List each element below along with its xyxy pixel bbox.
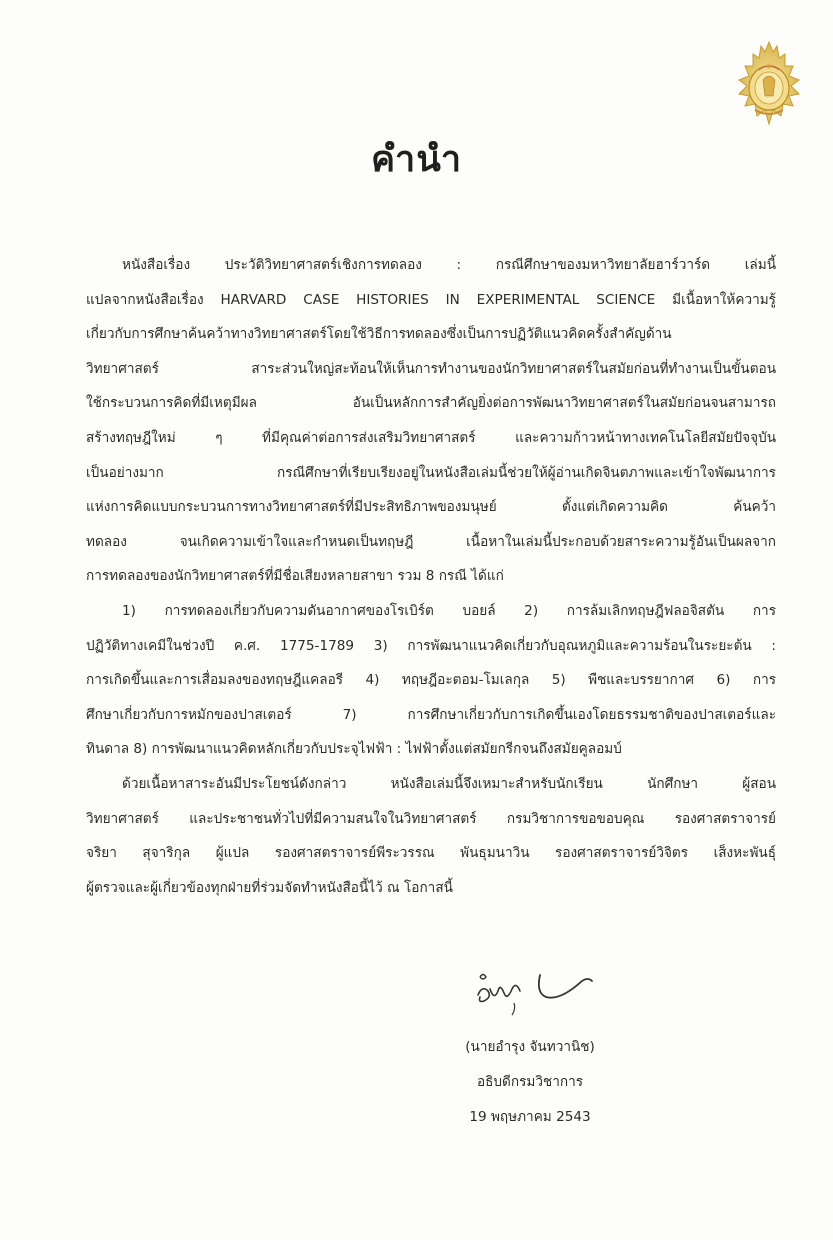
- text-line: เป็นอย่างมาก กรณีศึกษาที่เรียบเรียงอยู่ในหนังสือเล่มนี้ช่วยให้ผู้อ่านเกิดจินตภาพและเข้าใจพัฒนาการ: [86, 464, 776, 481]
- signature-date: 19 พฤษภาคม 2543: [469, 1109, 591, 1125]
- text-line: วิทยาศาสตร์ และประชาชนทั่วไปที่มีความสนใจในวิทยาศาสตร์ กรมวิชาการขอขอบคุณ รองศาสตราจารย์: [86, 810, 776, 827]
- text-line: การเกิดขึ้นและการเสื่อมลงของทฤษฎีแคลอรี 4) ทฤษฎีอะตอม-โมเลกุล 5) พืชและบรรยากาศ 6) การ: [86, 672, 776, 689]
- text-line: วิทยาศาสตร์ สาระส่วนใหญ่สะท้อนให้เห็นการทำงานของนักวิทยาศาสตร์ในสมัยก่อนที่ทำงานเป็นขั้นตอน: [86, 360, 776, 377]
- text-line: สร้างทฤษฎีใหม่ ๆ ที่มีคุณค่าต่อการส่งเสริมวิทยาศาสตร์ และความก้าวหน้าทางเทคโนโลยีสมัยปัจจุบัน: [86, 429, 776, 446]
- text-line: เกี่ยวกับการศึกษาค้นคว้าทางวิทยาศาสตร์โดยใช้วิธีการทดลองซึ่งเป็นการปฏิวัติแนวคิดครั้งสำคัญด้าน: [86, 326, 672, 343]
- text-line: แปลจากหนังสือเรื่อง HARVARD CASE HISTORIES IN EXPERIMENTAL SCIENCE มีเนื้อหาให้ความรู้: [86, 291, 776, 308]
- text-line: ผู้ตรวจและผู้เกี่ยวข้องทุกฝ่ายที่ร่วมจัดทำหนังสือนี้ไว้ ณ โอกาสนี้: [86, 879, 453, 896]
- signatory-position: อธิบดีกรมวิชาการ: [476, 1074, 584, 1090]
- preface-body: [86, 248, 776, 905]
- text-line: ศึกษาเกี่ยวกับการหมักของปาสเตอร์ 7) การศึกษาเกี่ยวกับการเกิดขึ้นเองโดยธรรมชาติของปาสเตอร์และ: [86, 706, 776, 723]
- text-line: ทินดาล 8) การพัฒนาแนวคิดหลักเกี่ยวกับประจุไฟฟ้า : ไฟฟ้าตั้งแต่สมัยกรีกจนถึงสมัยคูลอมบ์: [86, 741, 622, 758]
- paragraph-1: [86, 248, 776, 594]
- royal-seal-emblem-icon: [733, 40, 805, 126]
- paragraph-3: [86, 767, 776, 905]
- paragraph-2: [86, 594, 776, 767]
- handwritten-signature-icon: [472, 965, 602, 1025]
- text-line: ปฏิวัติทางเคมีในช่วงปี ค.ศ. 1775-1789 3) การพัฒนาแนวคิดเกี่ยวกับอุณหภูมิและความร้อนในระยะต้น :: [86, 637, 776, 654]
- text-line: จริยา สุจาริกุล ผู้แปล รองศาสตราจารย์พีระวรรณ พันธุมนาวิน รองศาสตราจารย์วิจิตร เส็งหะพันธุ์: [86, 845, 776, 862]
- text-line: ด้วยเนื้อหาสาระอันมีประโยชน์ดังกล่าว หนังสือเล่มนี้จึงเหมาะสำหรับนักเรียน นักศึกษา ผู้สอน: [122, 775, 776, 792]
- text-line: แห่งการคิดแบบกระบวนการทางวิทยาศาสตร์ที่มีประสิทธิภาพของมนุษย์ ตั้งแต่เกิดความคิด ค้นคว้า: [86, 499, 776, 516]
- signatory-name: (นายอำรุง จันทวานิช): [465, 1039, 595, 1055]
- text-line: การทดลองของนักวิทยาศาสตร์ที่มีชื่อเสียงหลายสาขา รวม 8 กรณี ได้แก่: [86, 568, 504, 585]
- page-title: คำนำ: [370, 139, 463, 180]
- text-line: หนังสือเรื่อง ประวัติวิทยาศาสตร์เชิงการทดลอง : กรณีศึกษาของมหาวิทยาลัยฮาร์วาร์ด เล่มนี้: [122, 257, 776, 273]
- text-line: ใช้กระบวนการคิดที่มีเหตุมีผล อันเป็นหลักการสำคัญยิ่งต่อการพัฒนาวิทยาศาสตร์ในสมัยก่อนจนสามารถ: [86, 395, 776, 412]
- text-line: ทดลอง จนเกิดความเข้าใจและกำหนดเป็นทฤษฎี เนื้อหาในเล่มนี้ประกอบด้วยสาระความรู้อันเป็นผลจาก: [86, 533, 776, 550]
- text-line: 1) การทดลองเกี่ยวกับความดันอากาศของโรเบิร์ต บอยล์ 2) การล้มเลิกทฤษฎีฟลอจิสตัน การ: [122, 602, 776, 619]
